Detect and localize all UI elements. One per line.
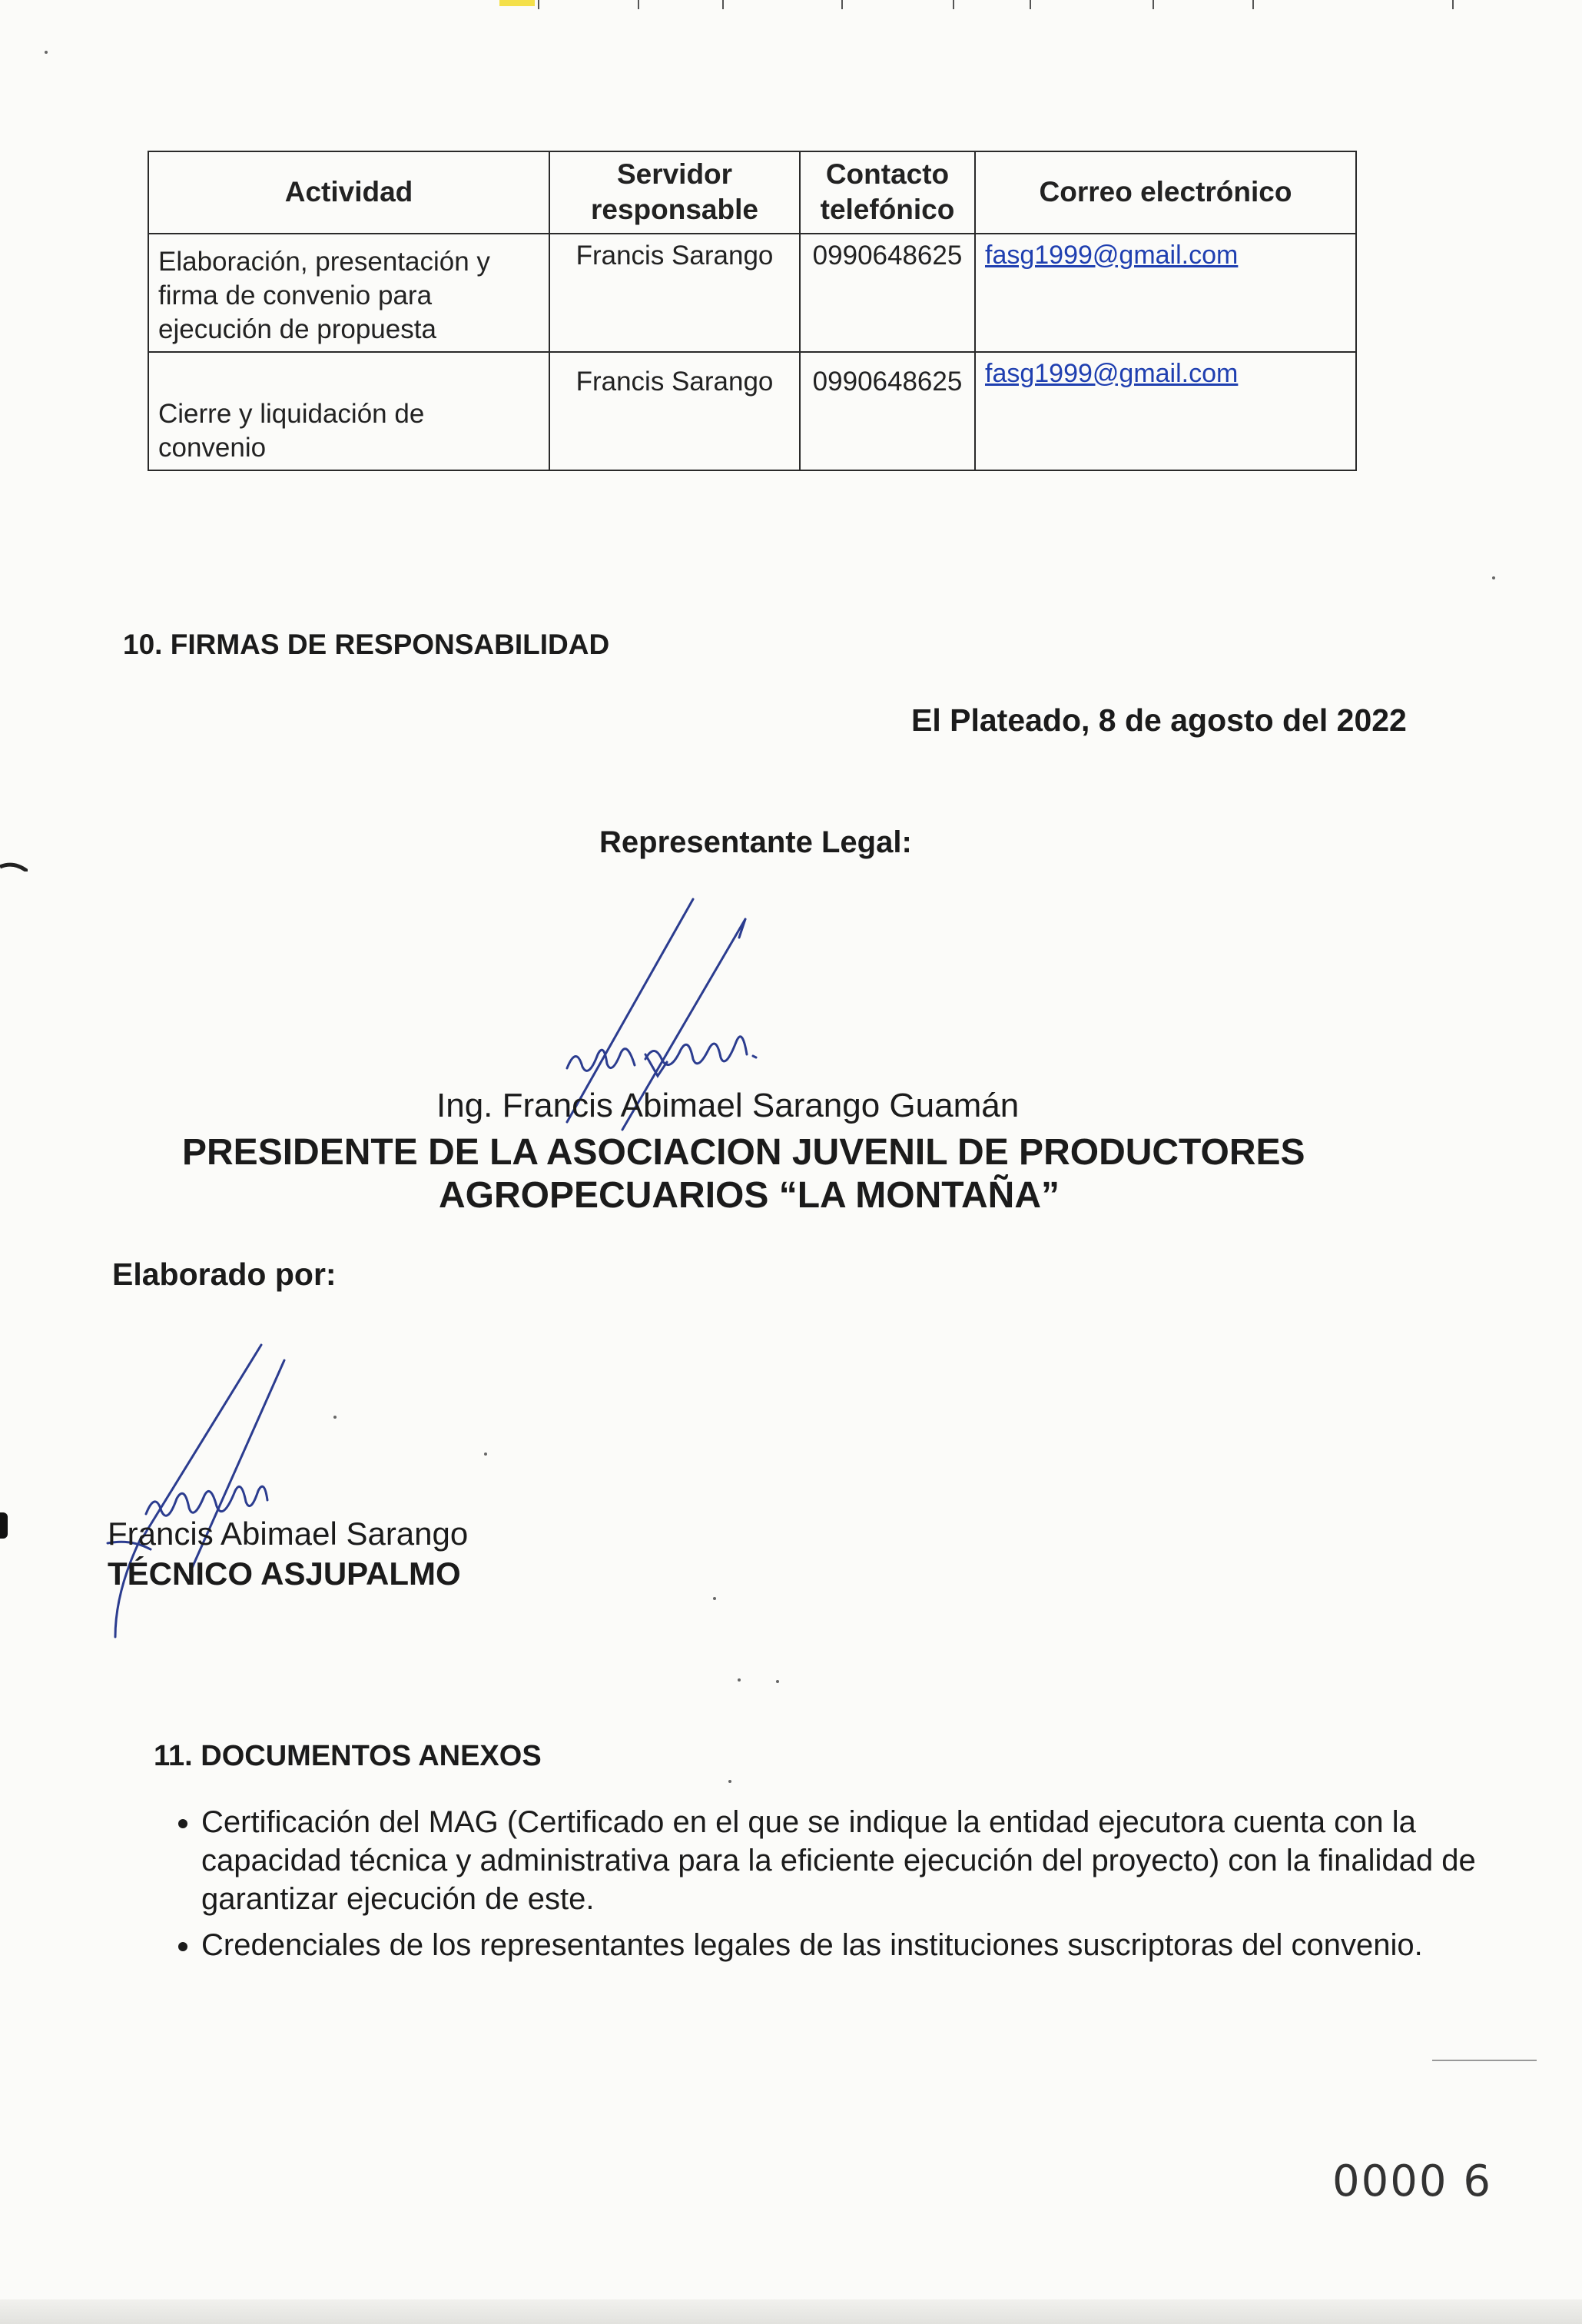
- activity-cell: Elaboración, presentación y firma de convenio para ejecución de propuesta: [148, 234, 549, 352]
- table-header-row: [148, 151, 1356, 234]
- preparer-signature: [100, 1337, 353, 1645]
- place-date: El Plateado, 8 de agosto del 2022: [911, 702, 1407, 738]
- representative-title: AGROPECUARIOS “LA MONTAÑA”: [439, 1175, 1060, 1216]
- header-email: Correo electrónico: [975, 151, 1356, 234]
- top-edge-artifact: [492, 0, 1582, 11]
- representative-name: Ing. Francis Abimael Sarango Guamán: [436, 1087, 1020, 1124]
- prepared-by-label: Elaborado por:: [112, 1257, 337, 1292]
- activity-cell: Cierre y liquidación de convenio: [148, 352, 549, 470]
- section-11-heading: 11. DOCUMENTOS ANEXOS: [154, 1740, 542, 1772]
- scan-speck: [728, 1780, 731, 1783]
- list-item: • Certificación del MAG (Certificado en el que se indique la entidad ejecutora cuenta con la capacidad técnica y administrativa para la eficiente ejecución del proyecto) con la finalidad de garantizar ejecución de este.: [201, 1803, 1554, 1918]
- representative-title: PRESIDENTE DE LA ASOCIACION JUVENIL DE PRODUCTORES: [182, 1132, 1305, 1173]
- activities-table: [148, 151, 1357, 471]
- page-number: 0000 6: [1332, 2156, 1492, 2206]
- server-cell: Francis Sarango: [549, 352, 800, 470]
- highlighter-mark: [499, 0, 535, 6]
- email-link[interactable]: fasg1999@gmail.com: [975, 352, 1356, 470]
- table-row: [148, 234, 1356, 352]
- list-item: • Credenciales de los representantes legales de las instituciones suscriptoras del convenio.: [201, 1926, 1554, 1964]
- phone-cell: 0990648625: [800, 234, 975, 352]
- representative-label: Representante Legal:: [599, 825, 912, 859]
- server-cell: Francis Sarango: [549, 234, 800, 352]
- section-10-heading: 10. FIRMAS DE RESPONSABILIDAD: [123, 629, 610, 660]
- scan-speck: [738, 1678, 741, 1682]
- edge-artifact: [0, 1512, 8, 1539]
- scan-speck: [45, 51, 48, 54]
- email-link[interactable]: fasg1999@gmail.com: [975, 234, 1356, 352]
- edge-artifact: [0, 861, 28, 872]
- preparer-title: TÉCNICO ASJUPALMO: [108, 1555, 461, 1592]
- preparer-name: Francis Abimael Sarango: [108, 1516, 469, 1552]
- scan-bottom-edge: [0, 2299, 1582, 2324]
- header-phone: Contacto telefónico: [800, 151, 975, 234]
- table-row: [148, 352, 1356, 470]
- annex-list: [161, 1803, 1554, 1972]
- scan-line: [1432, 2060, 1537, 2061]
- scan-speck: [1492, 576, 1495, 579]
- scan-speck: [484, 1452, 487, 1456]
- scan-speck: [713, 1597, 716, 1600]
- scan-speck: [776, 1680, 779, 1683]
- header-activity: Actividad: [148, 151, 549, 234]
- header-server: Servidor responsable: [549, 151, 800, 234]
- phone-cell: 0990648625: [800, 352, 975, 470]
